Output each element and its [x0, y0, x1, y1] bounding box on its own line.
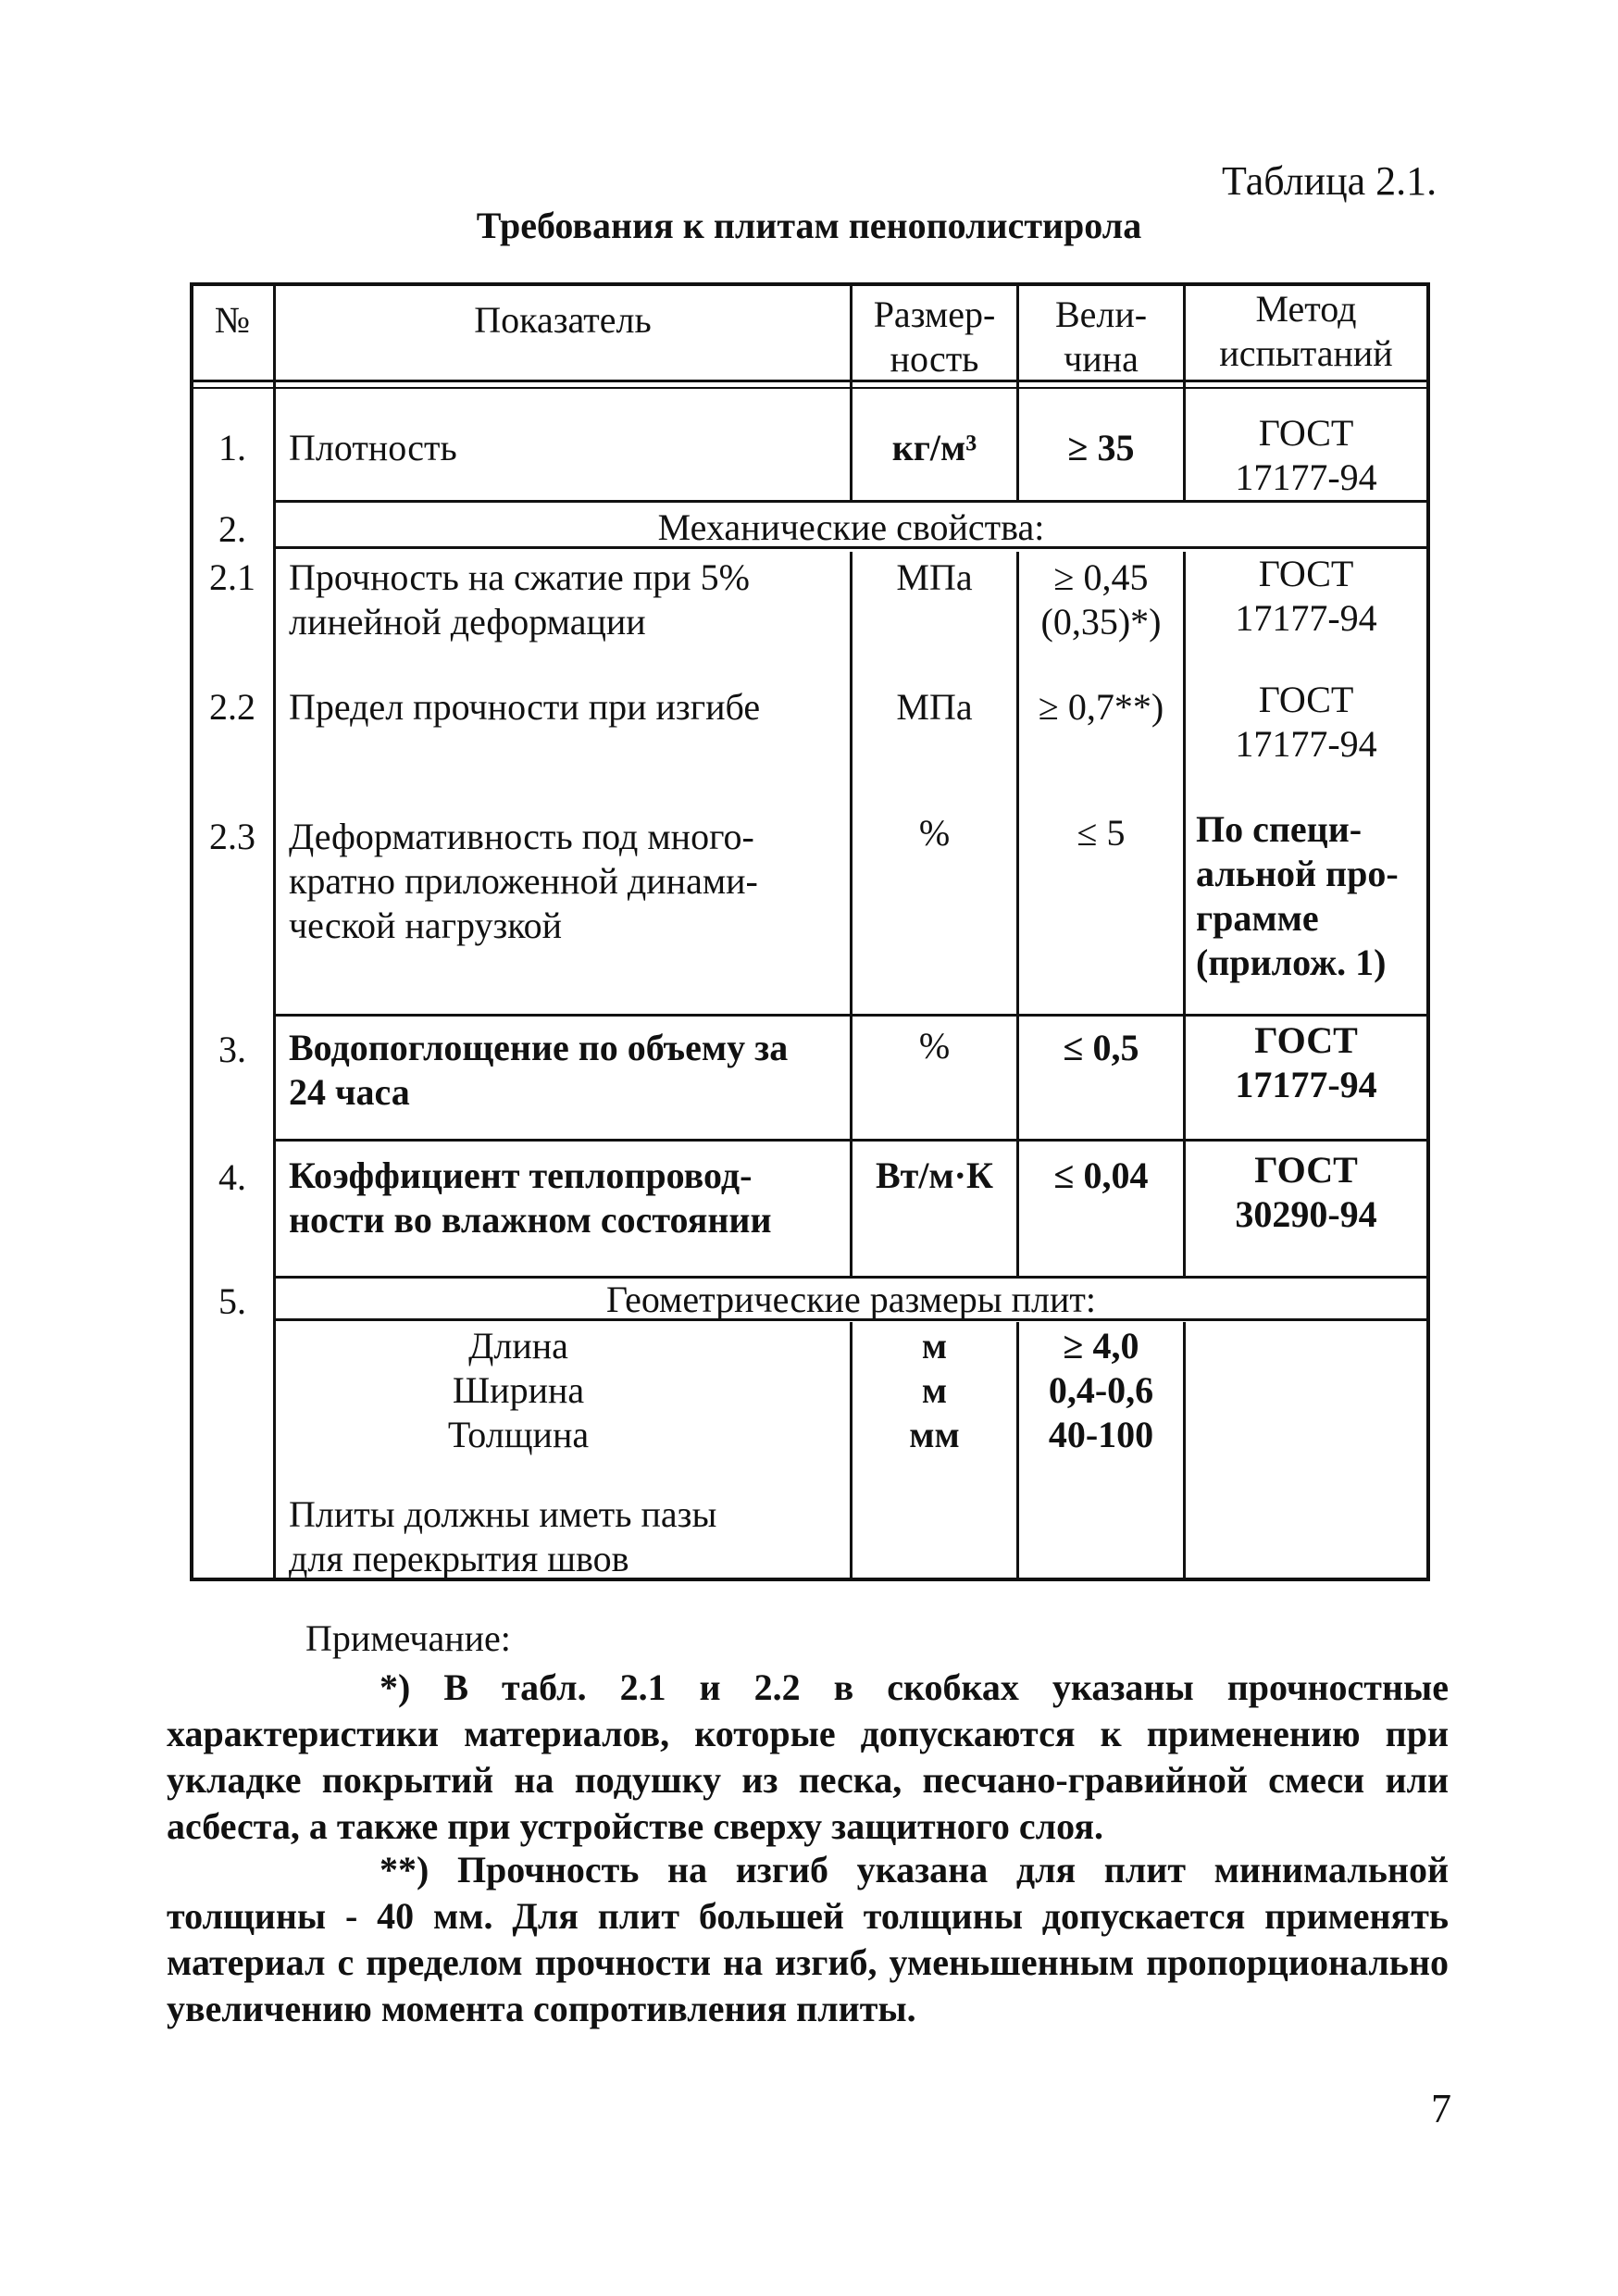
table-title: Требования к плитам пенополистирола — [476, 205, 1142, 246]
row-num: 2. — [218, 508, 246, 550]
row-value: ≥ 0,45 (0,35)*) — [1040, 556, 1162, 643]
table-number: Таблица 2.1. — [1222, 158, 1438, 204]
geometry-units: м м мм — [909, 1325, 960, 1455]
row-unit: Вт/м·К — [875, 1154, 994, 1196]
col-header-indicator: Показатель — [474, 299, 652, 341]
notes-heading: Примечание: — [305, 1617, 511, 1659]
row-value: ≤ 0,5 — [1063, 1027, 1139, 1068]
col-header-value: Вели- чина — [1054, 293, 1148, 380]
row-method: ГОСТ 17177-94 — [1235, 679, 1377, 765]
section-mechanical: Механические свойства: — [657, 506, 1045, 548]
page-number: 7 — [1431, 2086, 1451, 2131]
row-value: ≤ 5 — [1077, 812, 1126, 854]
row-indicator: Плотность — [289, 427, 457, 468]
row-indicator: Водопоглощение по объему за 24 часа — [289, 1027, 789, 1113]
geometry-labels: Длина Ширина Толщина — [447, 1325, 590, 1455]
note-1: *) В табл. 2.1 и 2.2 в скобках указаны прочностные характеристики материалов, которые допускаются к применению при укладке покрытий на подушку из песка, песчано-гравийной смеси или асбеста, а также при устройстве сверху защитного слоя. — [167, 1666, 1449, 1847]
col-header-num: № — [214, 299, 251, 341]
row-num: 2.2 — [209, 686, 255, 728]
row-method: ГОСТ 30290-94 — [1235, 1149, 1377, 1235]
row-method: ГОСТ 17177-94 — [1235, 553, 1377, 639]
row-unit: МПа — [896, 556, 973, 598]
row-method: ГОСТ 17177-94 — [1235, 1019, 1377, 1105]
row-unit: % — [918, 812, 951, 854]
row-num: 3. — [218, 1029, 246, 1070]
row-unit: % — [918, 1025, 951, 1067]
row-value: ≥ 35 — [1067, 427, 1135, 468]
geometry-values: ≥ 4,0 0,4-0,6 40-100 — [1048, 1325, 1154, 1455]
row-method: ГОСТ 17177-94 — [1235, 412, 1377, 498]
col-header-unit: Размер- ность — [873, 293, 996, 380]
note-2: **) Прочность на изгиб указана для плит минимальной толщины - 40 мм. Для плит большей толщины допускается применять материал с пределом прочности на изгиб, уменьшенным пропорционально увеличению момента сопротивления плиты. — [167, 1849, 1449, 2029]
col-header-method: Метод испытаний — [1219, 288, 1393, 374]
row-value: ≤ 0,04 — [1053, 1154, 1149, 1196]
row-num: 2.3 — [209, 816, 255, 857]
row-indicator: Коэффициент теплопровод- ности во влажном состоянии — [289, 1154, 772, 1241]
row-num: 5. — [218, 1280, 246, 1322]
row-num: 2.1 — [209, 556, 255, 598]
row-indicator: Деформативность под много- кратно приложенной динами- ческой нагрузкой — [289, 816, 758, 946]
row-indicator: Прочность на сжатие при 5% линейной деформации — [289, 556, 750, 643]
row-num: 1. — [218, 427, 246, 468]
row-value: ≥ 0,7**) — [1038, 686, 1164, 728]
geometry-note: Плиты должны иметь пазы для перекрытия швов — [289, 1493, 717, 1579]
row-num: 4. — [218, 1156, 246, 1198]
row-unit: кг/м³ — [891, 427, 977, 468]
row-indicator: Предел прочности при изгибе — [289, 686, 761, 728]
row-unit: МПа — [896, 686, 973, 728]
row-method: По специ- альной про- грамме (прилож. 1) — [1196, 808, 1399, 983]
section-geometry: Геометрические размеры плит: — [605, 1279, 1097, 1320]
